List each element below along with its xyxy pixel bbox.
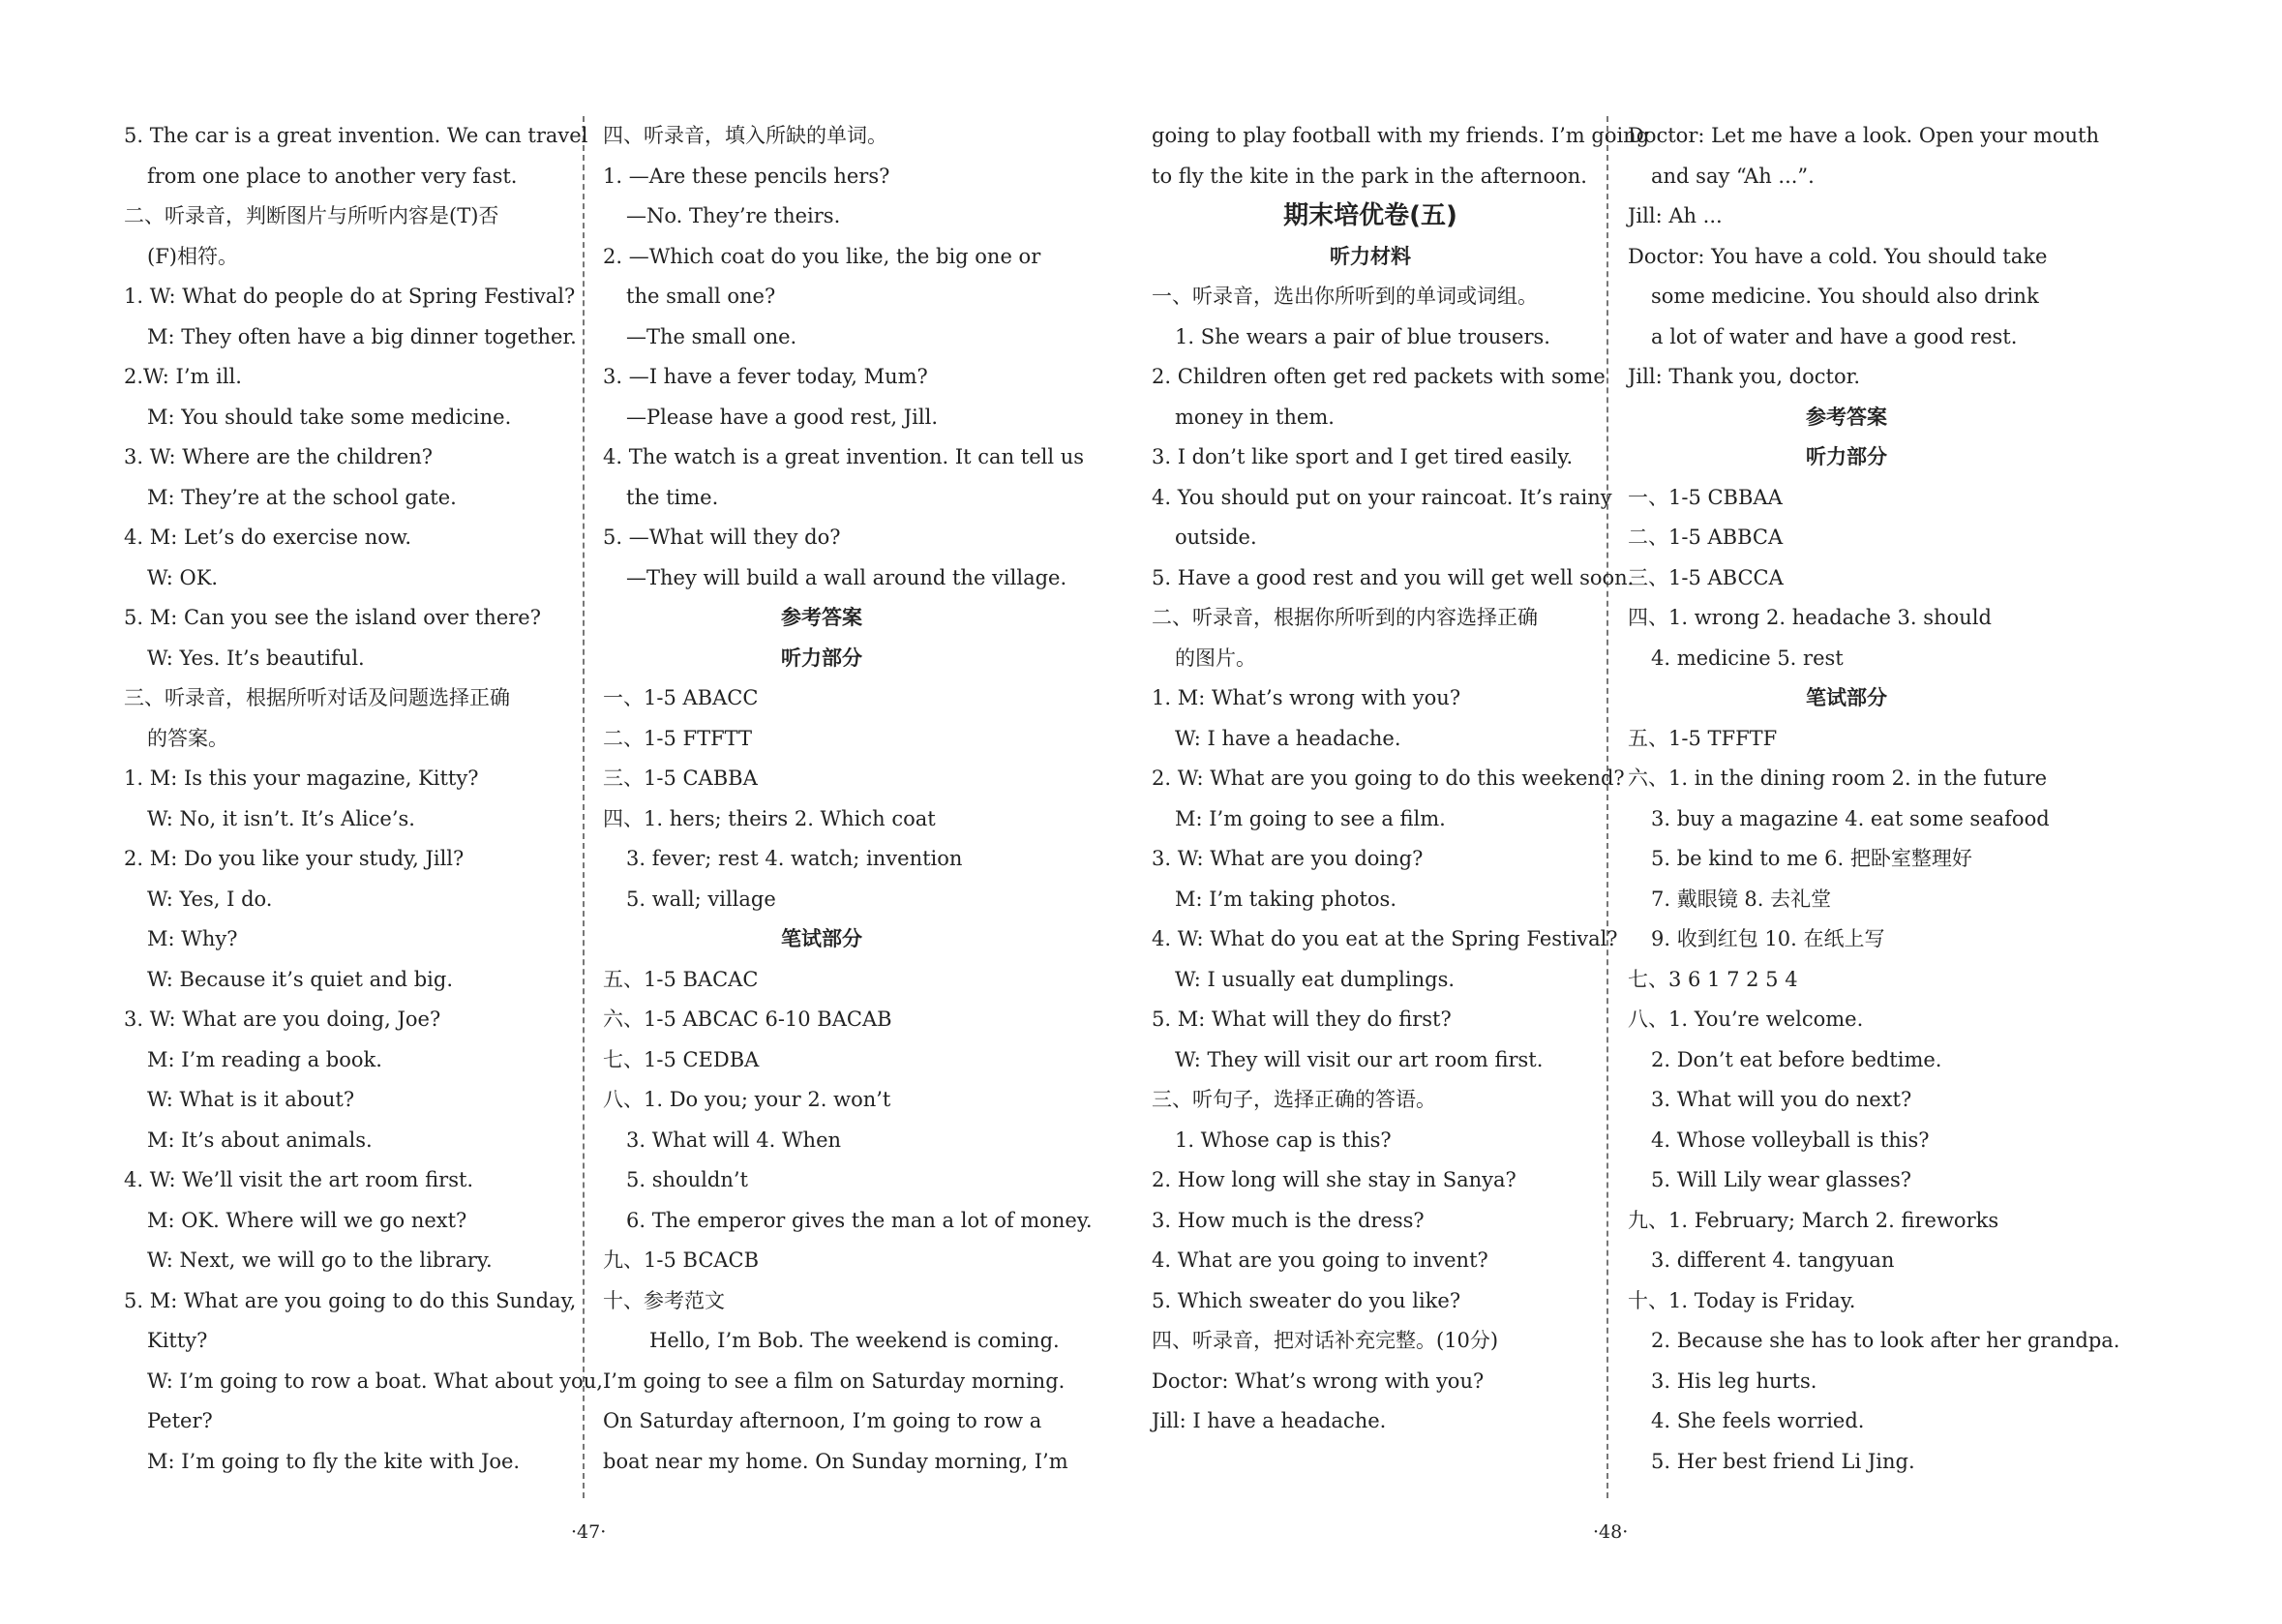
col4-text-line: 十、1. Today is Friday. [1628, 1288, 1856, 1312]
col3-text-line: W: I usually eat dumplings. [1175, 967, 1456, 991]
col2-text-line: 3. What will 4. When [626, 1128, 842, 1152]
col1-text-line: W: Next, we will go to the library. [147, 1248, 493, 1272]
col4-text-line: some medicine. You should also drink [1651, 285, 2039, 308]
col2-text-line: 十、参考范文 [603, 1288, 725, 1312]
page48-left-column [1152, 116, 1650, 1442]
col2-text-line: 一、1-5 ABACC [603, 686, 759, 709]
col2-text-line: —No. They’re theirs. [626, 204, 841, 227]
col4-text-line: 六、1. in the dining room 2. in the future [1628, 767, 2048, 790]
col4-text-line: 3. buy a magazine 4. eat some seafood [1651, 806, 2050, 830]
col3-text-line: 3. How much is the dress? [1152, 1208, 1425, 1232]
col4-text-line: 二、1-5 ABBCA [1628, 526, 1784, 549]
col1-text-line: 1. W: What do people do at Spring Festival? [124, 285, 576, 308]
col3-text-line: Jill: I have a headache. [1152, 1409, 1387, 1432]
col1-text-line: 的答案。 [147, 726, 228, 750]
col4-text-line: 三、1-5 ABCCA [1628, 565, 1784, 589]
col3-text-line: Doctor: What’s wrong with you? [1152, 1368, 1485, 1393]
col1-text-line: from one place to another very fast. [147, 164, 518, 188]
left-page-column-divider [583, 116, 585, 1498]
col3-text-line: 4. W: What do you eat at the Spring Festival? [1152, 927, 1618, 950]
col1-text-line: W: I’m going to row a boat. What about you, [147, 1368, 603, 1393]
col2-text-line: 七、1-5 CEDBA [603, 1047, 760, 1071]
col3-text-line: W: I have a headache. [1175, 726, 1401, 750]
col1-text-line: M: You should take some medicine. [147, 405, 512, 429]
col3-text-line: 5. Have a good rest and you will get well soon. [1152, 565, 1635, 589]
col4-text-line: 3. What will you do next? [1651, 1088, 1912, 1111]
col1-text-line: 二、听录音，判断图片与所听内容是(T)否 [124, 204, 499, 227]
col4-text-line: 八、1. You’re welcome. [1628, 1007, 1864, 1031]
col4-text-line: 参考答案 [1806, 405, 1887, 429]
col4-text-line: 3. different 4. tangyuan [1651, 1248, 1895, 1272]
col1-text-line: 4. W: We’ll visit the art room first. [124, 1168, 474, 1191]
col2-text-line: 四、听录音，填入所缺的单词。 [603, 124, 887, 147]
col2-text-line: 5. —What will they do? [603, 526, 841, 549]
col3-text-line: 2. Children often get red packets with some [1152, 365, 1606, 388]
col2-text-line: 2. —Which coat do you like, the big one or [603, 244, 1041, 268]
col2-text-line: 参考答案 [781, 606, 862, 629]
col3-text-line: 四、听录音，把对话补充完整。(10分) [1152, 1329, 1499, 1352]
page47-left-column [124, 116, 603, 1482]
col1-text-line: 4. M: Let’s do exercise now. [124, 526, 412, 549]
col4-text-line: 四、1. wrong 2. headache 3. should [1628, 606, 1992, 629]
col1-text-line: 1. M: Is this your magazine, Kitty? [124, 767, 479, 790]
col3-text-line: 三、听句子，选择正确的答语。 [1152, 1088, 1436, 1111]
col2-text-line: 1. —Are these pencils hers? [603, 164, 890, 188]
col3-text-line: 2. W: What are you going to do this weekend? [1152, 767, 1625, 790]
col4-text-line: 4. She feels worried. [1651, 1409, 1865, 1432]
col1-text-line: 5. M: What are you going to do this Sunday, [124, 1288, 577, 1312]
col1-text-line: M: It’s about animals. [147, 1128, 373, 1152]
col2-text-line: 5. shouldn’t [626, 1168, 748, 1191]
col4-text-line: 5. Her best friend Li Jing. [1651, 1449, 1915, 1473]
col2-text-line: 听力部分 [781, 646, 862, 670]
col3-text-line: 5. Which sweater do you like? [1152, 1288, 1461, 1312]
col3-text-line: 听力材料 [1330, 244, 1411, 268]
col3-text-line: money in them. [1175, 405, 1335, 429]
col1-text-line: M: They often have a big dinner together. [147, 324, 577, 348]
col2-text-line: 笔试部分 [781, 927, 862, 950]
col3-text-line: outside. [1175, 526, 1257, 549]
col4-text-line: a lot of water and have a good rest. [1651, 324, 2018, 348]
col1-text-line: M: They’re at the school gate. [147, 485, 457, 509]
col2-text-line: 六、1-5 ABCAC 6-10 BACAB [603, 1007, 892, 1031]
page-number-48: ·48· [1593, 1521, 1629, 1543]
col4-text-line: 9. 收到红包 10. 在纸上写 [1651, 927, 1885, 950]
col2-text-line: I’m going to see a film on Saturday morning. [603, 1368, 1066, 1393]
col2-text-line: —The small one. [626, 324, 797, 348]
col1-text-line: 2. M: Do you like your study, Jill? [124, 847, 465, 870]
col2-text-line: the time. [626, 485, 719, 509]
col4-text-line: 笔试部分 [1806, 686, 1887, 709]
col4-text-line: 2. Because she has to look after her grandpa. [1651, 1329, 2120, 1352]
col3-text-line: W: They will visit our art room first. [1175, 1047, 1544, 1071]
col4-text-line: Jill: Ah ... [1628, 204, 1723, 227]
col1-text-line: W: No, it isn’t. It’s Alice’s. [147, 806, 415, 830]
col3-text-line: 3. I don’t like sport and I get tired easily. [1152, 445, 1574, 468]
col3-text-line: to fly the kite in the park in the afternoon. [1152, 164, 1587, 188]
col1-text-line: (F)相符。 [147, 244, 238, 268]
col2-text-line: 3. fever; rest 4. watch; invention [626, 847, 963, 870]
col3-text-line: 3. W: What are you doing? [1152, 847, 1424, 870]
col3-text-line: 1. Whose cap is this? [1175, 1128, 1392, 1152]
col1-text-line: W: OK. [147, 565, 219, 589]
col2-text-line: 4. The watch is a great invention. It can tell us [603, 445, 1085, 468]
col2-text-line: 五、1-5 BACAC [603, 967, 759, 991]
col4-text-line: Doctor: You have a cold. You should take [1628, 244, 2048, 268]
col1-text-line: 三、听录音，根据所听对话及问题选择正确 [124, 686, 510, 709]
col2-text-line: 5. wall; village [626, 887, 776, 911]
col4-text-line: 七、3 6 1 7 2 5 4 [1628, 967, 1798, 991]
page48-right-column [1628, 116, 2120, 1482]
col4-text-line: Doctor: Let me have a look. Open your mouth [1628, 124, 2099, 147]
col3-text-line: 的图片。 [1175, 646, 1256, 670]
col4-text-line: and say “Ah ...”. [1651, 164, 1815, 188]
col1-text-line: M: I’m going to fly the kite with Joe. [147, 1449, 521, 1473]
col1-text-line: W: Because it’s quiet and big. [147, 967, 454, 991]
col4-text-line: 4. medicine 5. rest [1651, 646, 1844, 670]
col3-text-line: 4. What are you going to invent? [1152, 1248, 1488, 1272]
col3-text-line: 一、听录音，选出你所听到的单词或词组。 [1152, 285, 1538, 308]
col1-text-line: 5. M: Can you see the island over there? [124, 606, 541, 629]
col4-text-line: 九、1. February; March 2. fireworks [1628, 1208, 1999, 1232]
col4-text-line: 五、1-5 TFFTF [1628, 726, 1778, 750]
col2-text-line: 四、1. hers; theirs 2. Which coat [603, 806, 936, 830]
col1-text-line: M: I’m reading a book. [147, 1047, 382, 1071]
col1-text-line: M: Why? [147, 927, 238, 950]
col2-text-line: boat near my home. On Sunday morning, I’m [603, 1449, 1068, 1473]
col2-text-line: 八、1. Do you; your 2. won’t [603, 1088, 891, 1111]
col4-text-line: 4. Whose volleyball is this? [1651, 1128, 1930, 1152]
col4-text-line: Jill: Thank you, doctor. [1628, 365, 1861, 388]
col4-text-line: 听力部分 [1806, 445, 1887, 468]
col2-text-line: —Please have a good rest, Jill. [626, 405, 939, 429]
col2-text-line: Hello, I’m Bob. The weekend is coming. [649, 1329, 1060, 1352]
col2-text-line: 三、1-5 CABBA [603, 767, 758, 790]
col4-text-line: 2. Don’t eat before bedtime. [1651, 1047, 1942, 1071]
col3-text-line: M: I’m taking photos. [1175, 887, 1397, 911]
col1-text-line: 3. W: What are you doing, Joe? [124, 1007, 441, 1031]
col2-text-line: 二、1-5 FTFTT [603, 726, 753, 750]
col1-text-line: M: OK. Where will we go next? [147, 1208, 467, 1232]
col2-text-line: —They will build a wall around the village. [626, 565, 1067, 589]
col1-text-line: W: What is it about? [147, 1088, 355, 1111]
col1-text-line: Kitty? [147, 1329, 208, 1352]
col2-text-line: 3. —I have a fever today, Mum? [603, 365, 928, 388]
col3-text-line: 1. M: What’s wrong with you? [1152, 686, 1461, 709]
col2-text-line: the small one? [626, 285, 776, 308]
col4-text-line: 3. His leg hurts. [1651, 1368, 1817, 1393]
col1-text-line: 5. The car is a great invention. We can travel [124, 124, 588, 147]
col4-text-line: 7. 戴眼镜 8. 去礼堂 [1651, 887, 1832, 911]
col2-text-line: 九、1-5 BCACB [603, 1248, 760, 1272]
col3-text-line: 二、听录音，根据你所听到的内容选择正确 [1152, 606, 1538, 629]
col3-text-line: 2. How long will she stay in Sanya? [1152, 1168, 1516, 1191]
col1-text-line: Peter? [147, 1409, 213, 1432]
page47-right-column [603, 116, 1093, 1482]
page-number-47: ·47· [571, 1521, 607, 1543]
col3-text-line: M: I’m going to see a film. [1175, 806, 1446, 830]
col3-text-line: 4. You should put on your raincoat. It’s rainy [1152, 485, 1612, 509]
col4-text-line: 5. Will Lily wear glasses? [1651, 1168, 1912, 1191]
col2-text-line: On Saturday afternoon, I’m going to row a [603, 1409, 1042, 1432]
col4-text-line: 5. be kind to me 6. 把卧室整理好 [1651, 847, 1972, 870]
col1-text-line: W: Yes, I do. [147, 887, 273, 911]
col1-text-line: 2.W: I’m ill. [124, 365, 242, 388]
col1-text-line: 3. W: Where are the children? [124, 445, 434, 468]
col3-text-line: 期末培优卷(五) [1283, 201, 1457, 230]
col3-text-line: 5. M: What will they do first? [1152, 1007, 1452, 1031]
col3-text-line: going to play football with my friends. I’m going [1152, 124, 1650, 147]
col3-text-line: 1. She wears a pair of blue trousers. [1175, 324, 1550, 348]
col4-text-line: 一、1-5 CBBAA [1628, 485, 1783, 509]
col1-text-line: W: Yes. It’s beautiful. [147, 646, 365, 670]
col2-text-line: 6. The emperor gives the man a lot of money. [626, 1208, 1093, 1232]
right-page-column-divider [1606, 116, 1608, 1498]
